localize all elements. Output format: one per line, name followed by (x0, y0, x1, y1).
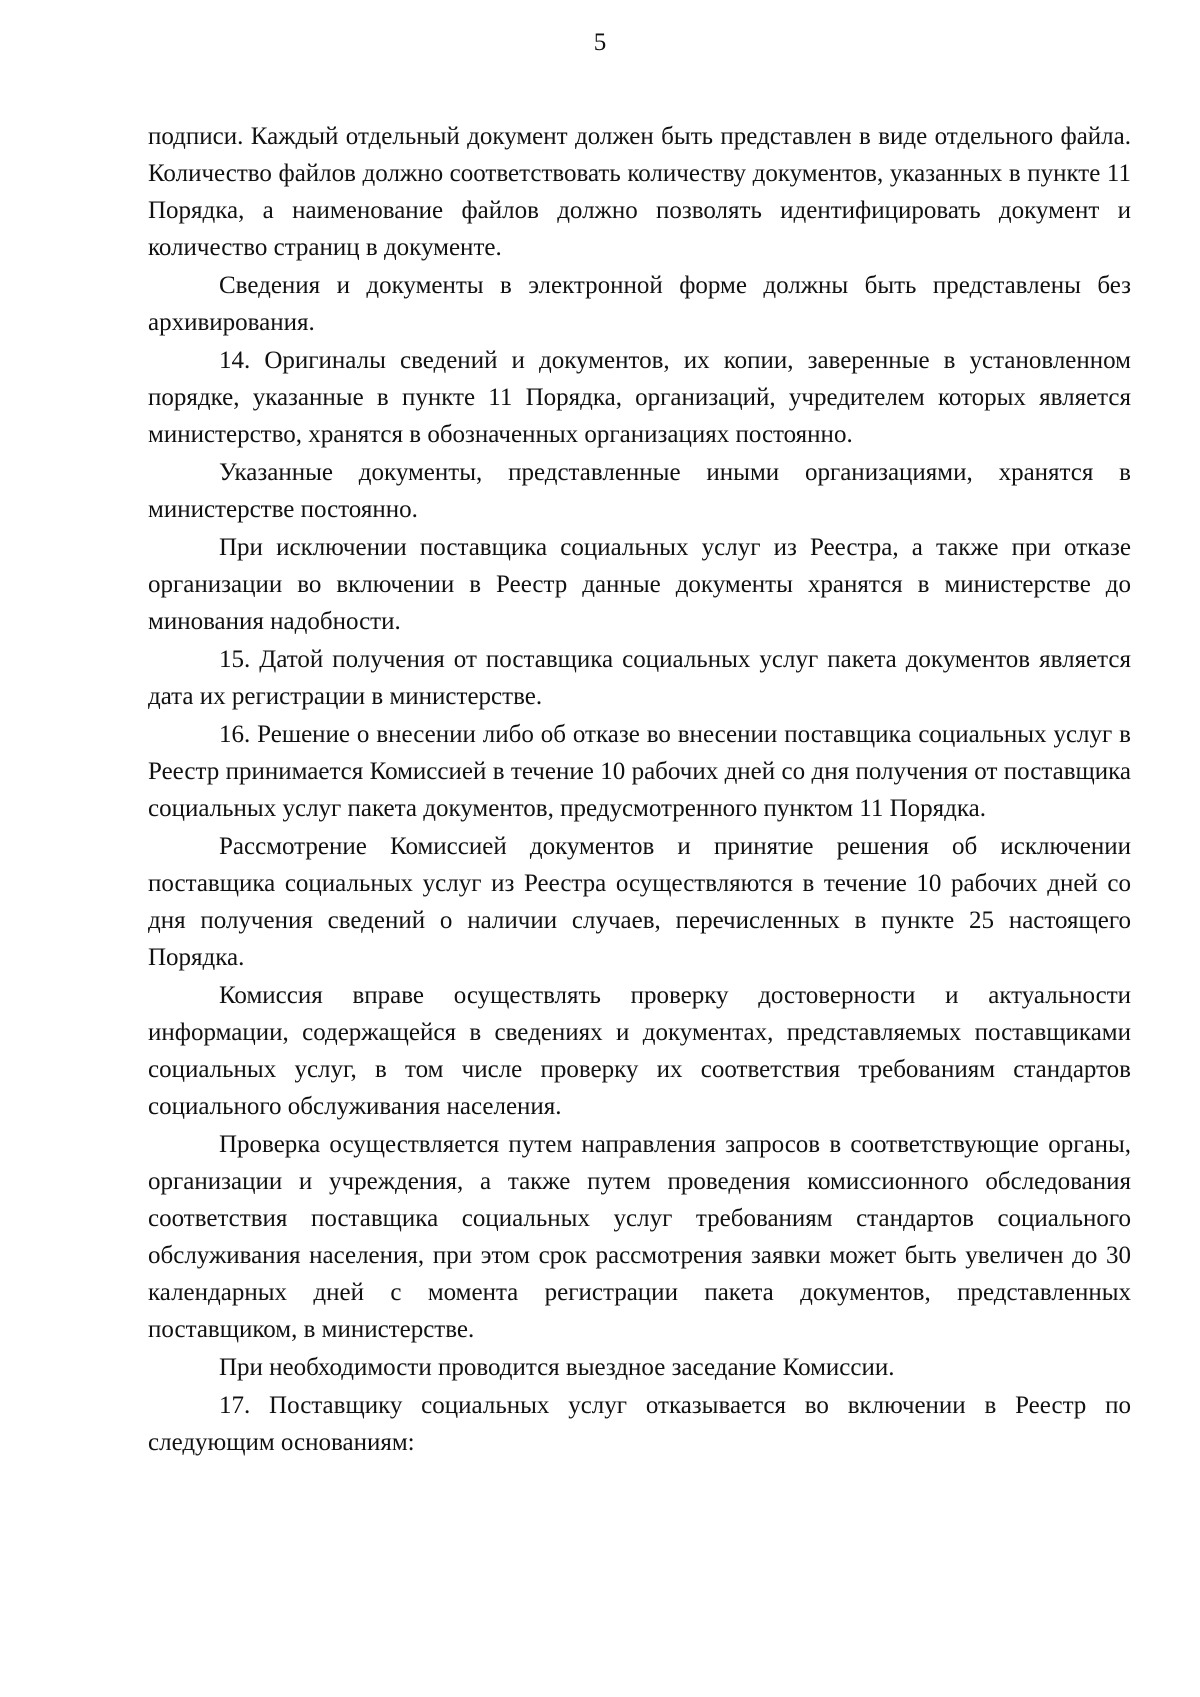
document-body (148, 118, 1131, 1461)
paragraph: При исключении поставщика социальных услуг из Реестра, а также при отказе организации во включении в Реестр данные документы хранятся в министерстве до минования надобности. (148, 534, 1131, 635)
page-number: 5 (593, 29, 607, 56)
paragraph-item-14: 14. Оригиналы сведений и документов, их копии, заверенные в установленном порядке, указанные в пункте 11 Порядка, организаций, учредителем которых является министерство, хранятся в обозначенных организациях постоянно. (148, 347, 1131, 448)
paragraph: При необходимости проводится выездное заседание Комиссии. (219, 1354, 895, 1381)
paragraph: Рассмотрение Комиссией документов и принятие решения об исключении поставщика социальных услуг из Реестра осуществляются в течение 10 рабочих дней со дня получения сведений о наличии случаев, перечисленных в пункте 25 настоящего Порядка. (148, 833, 1131, 971)
paragraph: Указанные документы, представленные иными организациями, хранятся в министерстве постоянно. (148, 459, 1131, 523)
paragraph-continuation: подписи. Каждый отдельный документ должен быть представлен в виде отдельного файла. Количество файлов должно соответствовать количеству документов, указанных в пункте 11 Порядка, а наименование файлов должно позволять идентифицировать документ и количество страниц в документе. (148, 123, 1131, 261)
paragraph-item-16: 16. Решение о внесении либо об отказе во внесении поставщика социальных услуг в Реестр принимается Комиссией в течение 10 рабочих дней со дня получения от поставщика социальных услуг пакета документов, предусмотренного пунктом 11 Порядка. (148, 721, 1131, 822)
paragraph: Комиссия вправе осуществлять проверку достоверности и актуальности информации, содержащейся в сведениях и документах, представляемых поставщиками социальных услуг, в том числе проверку их соответствия требованиям стандартов социального обслуживания населения. (148, 982, 1131, 1120)
paragraph: Проверка осуществляется путем направления запросов в соответствующие органы, организации и учреждения, а также путем проведения комиссионного обследования соответствия поставщика социальных услуг требованиям стандартов социального обслуживания населения, при этом срок рассмотрения заявки может быть увеличен до 30 календарных дней с момента регистрации пакета документов, представленных поставщиком, в министерстве. (148, 1131, 1131, 1343)
paragraph: Сведения и документы в электронной форме должны быть представлены без архивирования. (148, 272, 1131, 336)
paragraph-item-17: 17. Поставщику социальных услуг отказывается во включении в Реестр по следующим основаниям: (148, 1392, 1131, 1456)
paragraph-item-15: 15. Датой получения от поставщика социальных услуг пакета документов является дата их регистрации в министерстве. (148, 646, 1131, 710)
